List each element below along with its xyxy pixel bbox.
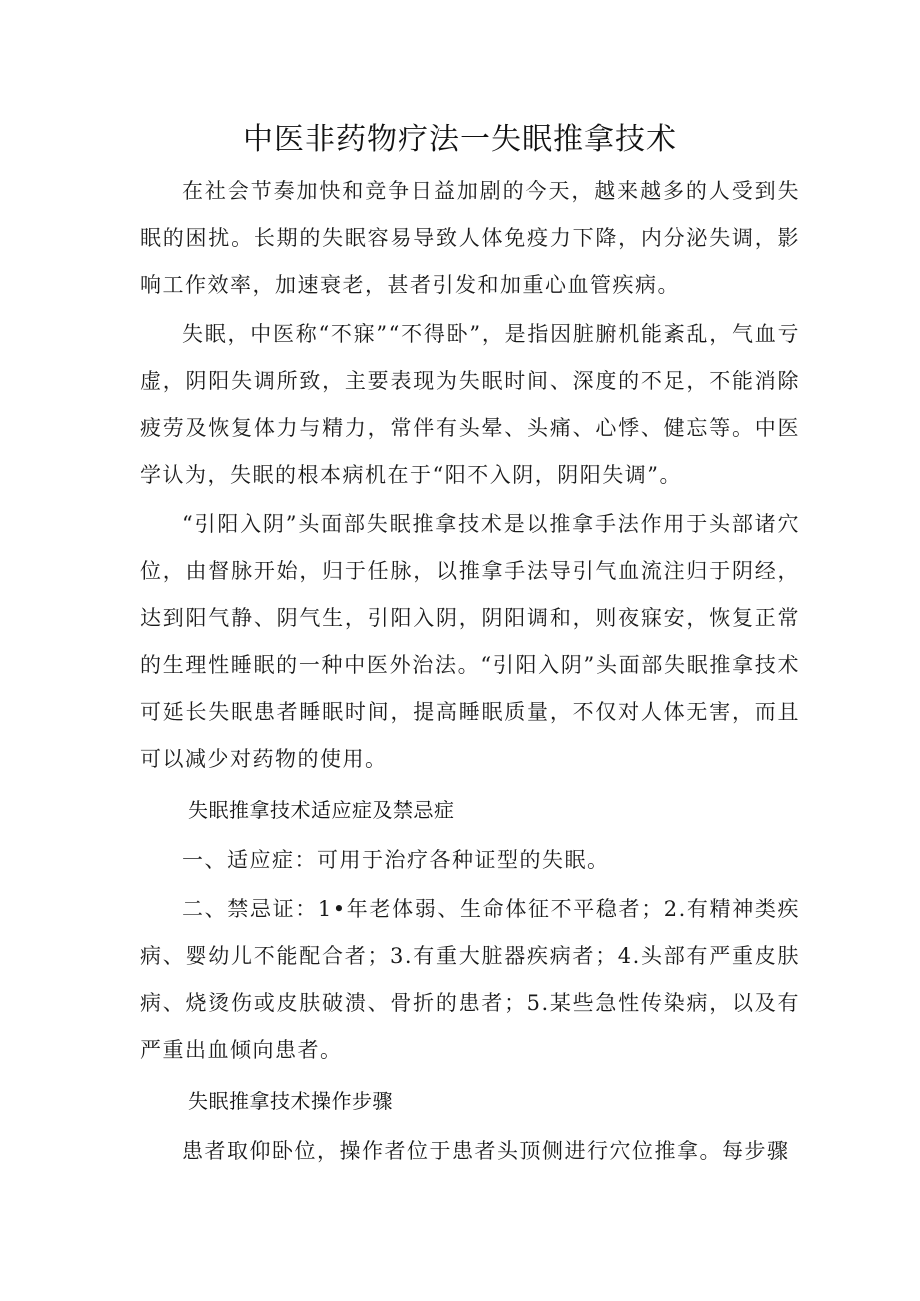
- paragraph-technique: “引阳入阴”头面部失眠推拿技术是以推拿手法作用于头部诸穴位，由督脉开始，归于任脉，以推拿手法导引气血流注归于阴经，达到阳气静、阴气生，引阳入阴，阴阳调和，则夜寐安，恢复正常的生理性睡眠的一种中医外治法。“引阳入阴”头面部失眠推拿技术可延长失眠患者睡眠时间，提高睡眠质量，不仅对人体无害，而且可以减少对药物的使用。: [140, 512, 800, 771]
- paragraph-contraindications: 二、禁忌证：1•年老体弱、生命体征不平稳者；2.有精神类疾病、婴幼儿不能配合者；3.有重大脏器疾病者；4.头部有严重皮肤病、烧烫伤或皮肤破溃、骨折的患者；5.某些急性传染病，以及有严重出血倾向患者。: [140, 897, 800, 1062]
- document-title: 中医非药物疗法一失眠推拿技术: [243, 122, 677, 157]
- document-body: [140, 168, 800, 1177]
- section-heading-steps: 失眠推拿技术操作步骤: [188, 1089, 393, 1113]
- paragraph-intro: 在社会节奏加快和竞争日益加剧的今天，越来越多的人受到失眠的困扰。长期的失眠容易导致人体免疫力下降，内分泌失调，影响工作效率，加速衰老，甚者引发和加重心血管疾病。: [140, 179, 800, 297]
- paragraph-steps-intro: 患者取仰卧位，操作者位于患者头顶侧进行穴位推拿。每步骤: [182, 1139, 790, 1163]
- section-heading-indications: 失眠推拿技术适应症及禁忌症: [188, 798, 455, 822]
- paragraph-definition: 失眠，中医称“不寐”“不得卧”，是指因脏腑机能紊乱，气血亏虚，阴阳失调所致，主要表现为失眠时间、深度的不足，不能消除疲劳及恢复体力与精力，常伴有头晕、头痛、心悸、健忘等。中医学认为，失眠的根本病机在于“阳不入阴，阴阳失调”。: [140, 322, 800, 487]
- paragraph-indications: 一、适应症：可用于治疗各种证型的失眠。: [182, 848, 610, 872]
